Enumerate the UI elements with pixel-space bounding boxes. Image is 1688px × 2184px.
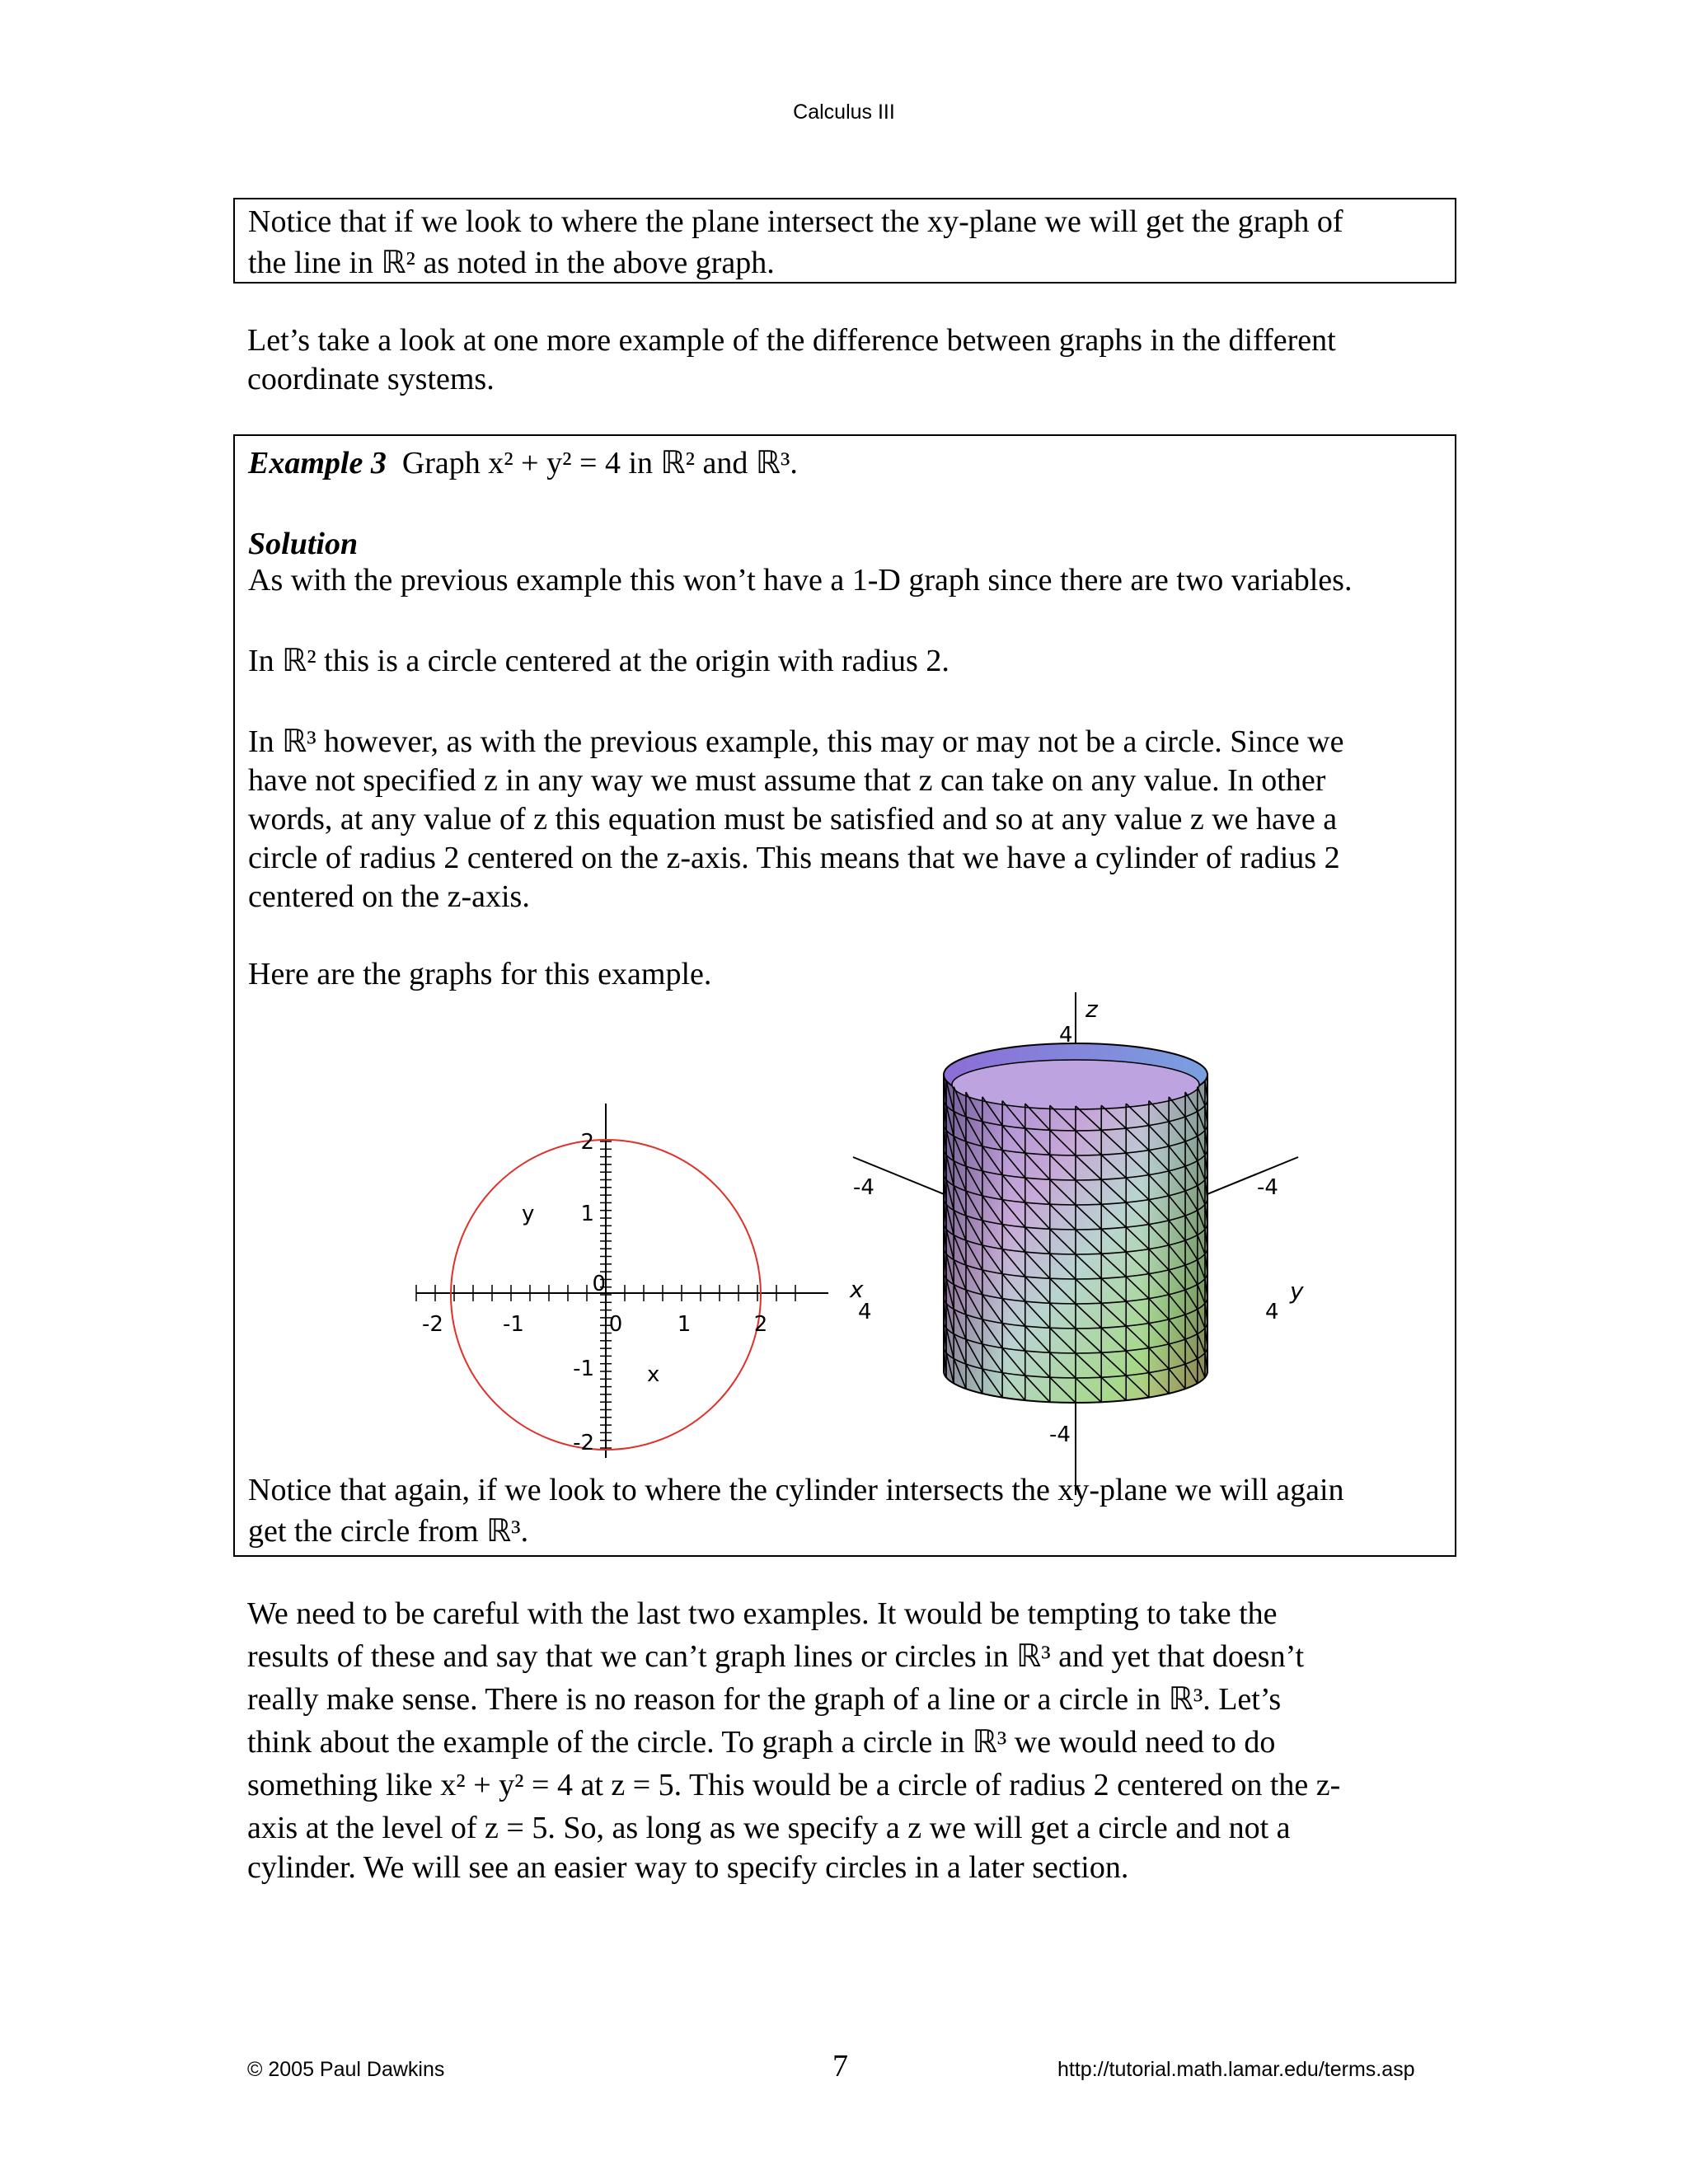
x-tick-2: 2	[753, 1312, 768, 1337]
x-tick-neg2: -2	[422, 1312, 443, 1337]
solution-p4: Here are the graphs for this example.	[248, 957, 712, 991]
closing-line-6: axis at the level of z = 5. So, as long as we specify a z we will get a circle and not a	[247, 1811, 1291, 1845]
closing-line-3: really make sense. There is no reason for the graph of a line or a circle in ℝ³. Let’s	[247, 1682, 1282, 1717]
z-axis-label: z	[1085, 996, 1098, 1023]
graph-2d	[400, 1079, 845, 1483]
note-line-2: the line in ℝ² as noted in the above graph.	[248, 246, 775, 280]
solution-p3-line-5: centered on the z-axis.	[248, 879, 530, 914]
y-tick-1: 1	[580, 1202, 594, 1226]
solution-p3-line-3: words, at any value of z this equation must be satisfied and so at any value z we have a	[248, 802, 1338, 837]
example-statement: Graph x² + y² = 4 in ℝ² and ℝ³.	[401, 446, 798, 480]
y-axis-3d-label: y	[1290, 1277, 1304, 1305]
y-tick-0: 0	[592, 1272, 606, 1296]
intro-line-2: coordinate systems.	[247, 362, 495, 396]
closing-line-4: think about the example of the circle. To graph a circle in ℝ³ we would need to do	[247, 1725, 1276, 1760]
example-note-line-1: Notice that again, if we look to where the cylinder intersects the xy-plane we will again	[248, 1473, 1344, 1507]
x-pos-tick: 4	[858, 1300, 872, 1324]
y-axis-label: y	[522, 1202, 535, 1226]
solution-p1: As with the previous example this won’t have a 1-D graph since there are two variables.	[248, 563, 1353, 598]
example-note-line-2: get the circle from ℝ³.	[248, 1514, 529, 1549]
x-axis-label: x	[647, 1362, 660, 1387]
y-pos-tick: 4	[1265, 1300, 1279, 1324]
page-header: Calculus III	[793, 101, 895, 124]
closing-line-2: results of these and say that we can’t graph lines or circles in ℝ³ and yet that doesn’t	[247, 1639, 1305, 1674]
graph-2d-grid-axes	[416, 1104, 828, 1458]
note-box-plane	[233, 198, 1456, 284]
x-tick-0: 0	[608, 1312, 623, 1337]
footer-url-link[interactable]: http://tutorial.math.lamar.edu/terms.asp	[1057, 2058, 1415, 2081]
footer-copyright: © 2005 Paul Dawkins	[247, 2058, 445, 2081]
y-tick-2: 2	[580, 1130, 594, 1155]
x-neg-tick: -4	[853, 1175, 874, 1200]
solution-label: Solution	[248, 527, 359, 561]
example-box	[233, 434, 1456, 1557]
closing-line-7: cylinder. We will see an easier way to specify circles in a later section.	[247, 1850, 1129, 1885]
closing-line-5: something like x² + y² = 4 at z = 5. This would be a circle of radius 2 centered on the z-	[247, 1768, 1341, 1802]
graph-3d-cylinder	[828, 984, 1339, 1503]
z-bottom-tick: -4	[1049, 1422, 1071, 1447]
y-neg-tick: -4	[1257, 1175, 1278, 1200]
y-tick-neg1: -1	[573, 1357, 594, 1381]
closing-line-1: We need to be careful with the last two examples. It would be tempting to take the	[247, 1596, 1278, 1631]
note-line-1: Notice that if we look to where the plane intersect the xy-plane we will get the graph of	[248, 204, 1343, 239]
solution-p2: In ℝ² this is a circle centered at the origin with radius 2.	[248, 644, 950, 678]
x-axis-3d-label: x	[850, 1276, 864, 1303]
example-heading	[248, 444, 798, 483]
solution-p3-line-2: have not specified z in any way we must assume that z can take on any value. In other	[248, 763, 1326, 798]
x-tick-neg1: -1	[503, 1312, 524, 1337]
x-tick-1: 1	[677, 1312, 692, 1337]
y-tick-neg2: -2	[573, 1431, 594, 1455]
z-top-tick: 4	[1059, 1023, 1073, 1047]
intro-line-1: Let’s take a look at one more example of the difference between graphs in the different	[247, 323, 1336, 358]
page-number: 7	[832, 2049, 848, 2083]
example-label: Example 3	[248, 446, 387, 480]
solution-p3-line-4: circle of radius 2 centered on the z-axis. This means that we have a cylinder of radius 2	[248, 841, 1340, 875]
solution-p3-line-1: In ℝ³ however, as with the previous example, this may or may not be a circle. Since we	[248, 724, 1344, 759]
